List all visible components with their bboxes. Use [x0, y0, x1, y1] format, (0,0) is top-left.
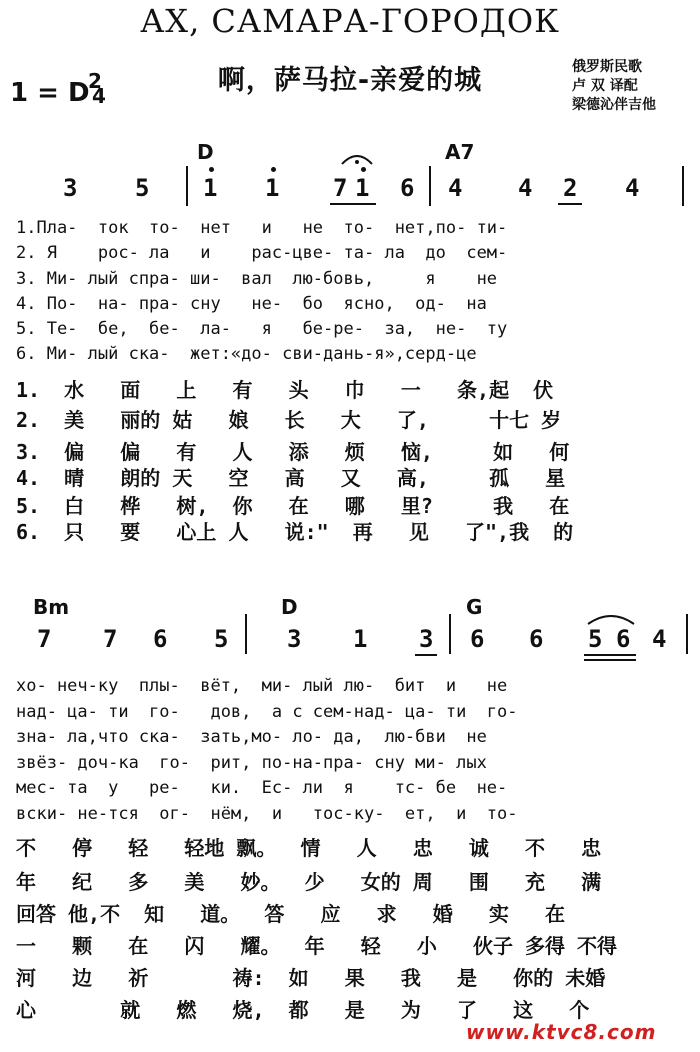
note: 5: [135, 174, 150, 202]
lyric-line-ru: мес- та у ре- ки. Ес- ли я тс- бе не-: [16, 778, 508, 798]
note: 7: [333, 174, 348, 202]
key-signature: 1 = D: [10, 78, 90, 108]
credits: [572, 58, 656, 115]
fermata: [340, 150, 374, 166]
bar-line: [449, 614, 451, 654]
credit-origin: 俄罗斯民歌: [572, 59, 642, 75]
octave-dot: [209, 167, 214, 172]
lyric-line-cn: 3. 偏 偏 有 人 添 烦 恼, 如 何: [16, 440, 570, 464]
beam-underline: [558, 203, 582, 205]
chord-label: A7: [445, 140, 475, 164]
slur: [586, 610, 636, 626]
octave-dot: [361, 167, 366, 172]
title-chinese: 啊，萨马拉-亲爱的城: [217, 65, 483, 96]
note: 6: [529, 625, 544, 653]
lyric-line-cn: 2. 美 丽的 姑 娘 长 大 了, 十七 岁: [16, 408, 562, 432]
bar-line: [686, 614, 688, 654]
lyric-line-ru: 2. Я рос- ла и рас-цве- та- ла до сем-: [16, 243, 508, 263]
beam-underline: [584, 654, 636, 656]
bar-line: [429, 166, 431, 206]
lyric-line-ru: звёз- доч-ка го- рит, по-на-пра- сну ми- лых: [16, 753, 487, 773]
credit-arranger: 梁德沁伴吉他: [572, 97, 656, 113]
note: 4: [518, 174, 533, 202]
octave-dot: [271, 167, 276, 172]
chord-label: D: [197, 140, 214, 164]
note: 1: [353, 625, 368, 653]
note: 4: [448, 174, 463, 202]
note: 1: [355, 174, 370, 202]
note: 6: [400, 174, 415, 202]
chord-label: G: [466, 595, 483, 619]
lyric-line-ru: 1.Пла- ток то- нет и не то- нет,по- ти-: [16, 218, 508, 238]
beam-underline: [415, 654, 437, 656]
bar-line: [682, 166, 684, 206]
lyric-line-ru: 6. Ми- лый ска- жет:«до- сви-дань-я»,серд-це: [16, 344, 477, 364]
note: 5: [588, 625, 603, 653]
lyric-line-cn: 1. 水 面 上 有 头 巾 一 条,起 伏: [16, 378, 554, 402]
note: 3: [63, 174, 78, 202]
chord-label: Bm: [33, 595, 70, 619]
lyric-line-cn: 河 边 祈 祷: 如 果 我 是 你的 未婚: [16, 966, 606, 990]
note: 7: [37, 625, 52, 653]
lyric-line-cn: 一 颗 在 闪 耀。 年 轻 小 伙子 多得 不得: [16, 934, 618, 958]
note: 4: [652, 625, 667, 653]
time-signature: [88, 69, 106, 108]
lyric-line-ru: хо- неч-ку плы- вёт, ми- лый лю- бит и не: [16, 676, 508, 696]
note: 1: [203, 174, 218, 202]
note: 6: [153, 625, 168, 653]
time-sig-bottom: 4: [92, 84, 106, 108]
lyric-line-cn: 5. 白 桦 树, 你 在 哪 里? 我 在: [16, 494, 570, 518]
note: 1: [265, 174, 280, 202]
lyric-line-ru: 3. Ми- лый спра- ши- вал лю-бовь, я не: [16, 269, 498, 289]
lyric-line-cn: 心 就 燃 烧, 都 是 为 了 这 个: [16, 998, 590, 1022]
lyric-line-ru: вски- не-тся ог- нём, и тос-ку- ет, и то-: [16, 804, 518, 824]
beam-underline: [330, 203, 376, 205]
note: 6: [616, 625, 631, 653]
chord-label: D: [281, 595, 298, 619]
lyric-line-ru: зна- ла,что ска- зать,мо- ло- да, лю-бви не: [16, 727, 487, 747]
lyric-line-cn: 不 停 轻 轻地 飘。 情 人 忠 诚 不 忠: [16, 836, 602, 860]
bar-line: [186, 166, 188, 206]
lyric-line-cn: 回答 他,不 知 道。 答 应 求 婚 实 在: [16, 902, 565, 926]
watermark: www.ktvc8.com: [466, 1020, 657, 1044]
bar-line: [245, 614, 247, 654]
lyric-line-cn: 4. 晴 朗的 天 空 高 又 高, 孤 星: [16, 466, 566, 490]
note: 3: [287, 625, 302, 653]
note: 4: [625, 174, 640, 202]
note: 2: [563, 174, 578, 202]
credit-translator: 卢 双 译配: [572, 78, 638, 94]
beam-underline: [584, 659, 636, 661]
lyric-line-cn: 年 纪 多 美 妙。 少 女的 周 围 充 满: [16, 870, 602, 894]
title-russian: АХ, САМАРА-ГОРОДОК: [140, 2, 560, 40]
note: 5: [214, 625, 229, 653]
lyric-line-ru: 4. По- на- пра- сну не- бо ясно, од- на: [16, 294, 487, 314]
lyric-line-ru: 5. Те- бе, бе- ла- я бе-ре- за, не- ту: [16, 319, 508, 339]
note: 3: [419, 625, 434, 653]
lyric-line-cn: 6. 只 要 心上 人 说:" 再 见 了",我 的: [16, 520, 574, 544]
lyric-line-ru: над- ца- ти го- дов, а с сем-над- ца- ти го-: [16, 702, 518, 722]
note: 6: [470, 625, 485, 653]
time-sig-top: 2: [88, 69, 102, 93]
note: 7: [103, 625, 118, 653]
